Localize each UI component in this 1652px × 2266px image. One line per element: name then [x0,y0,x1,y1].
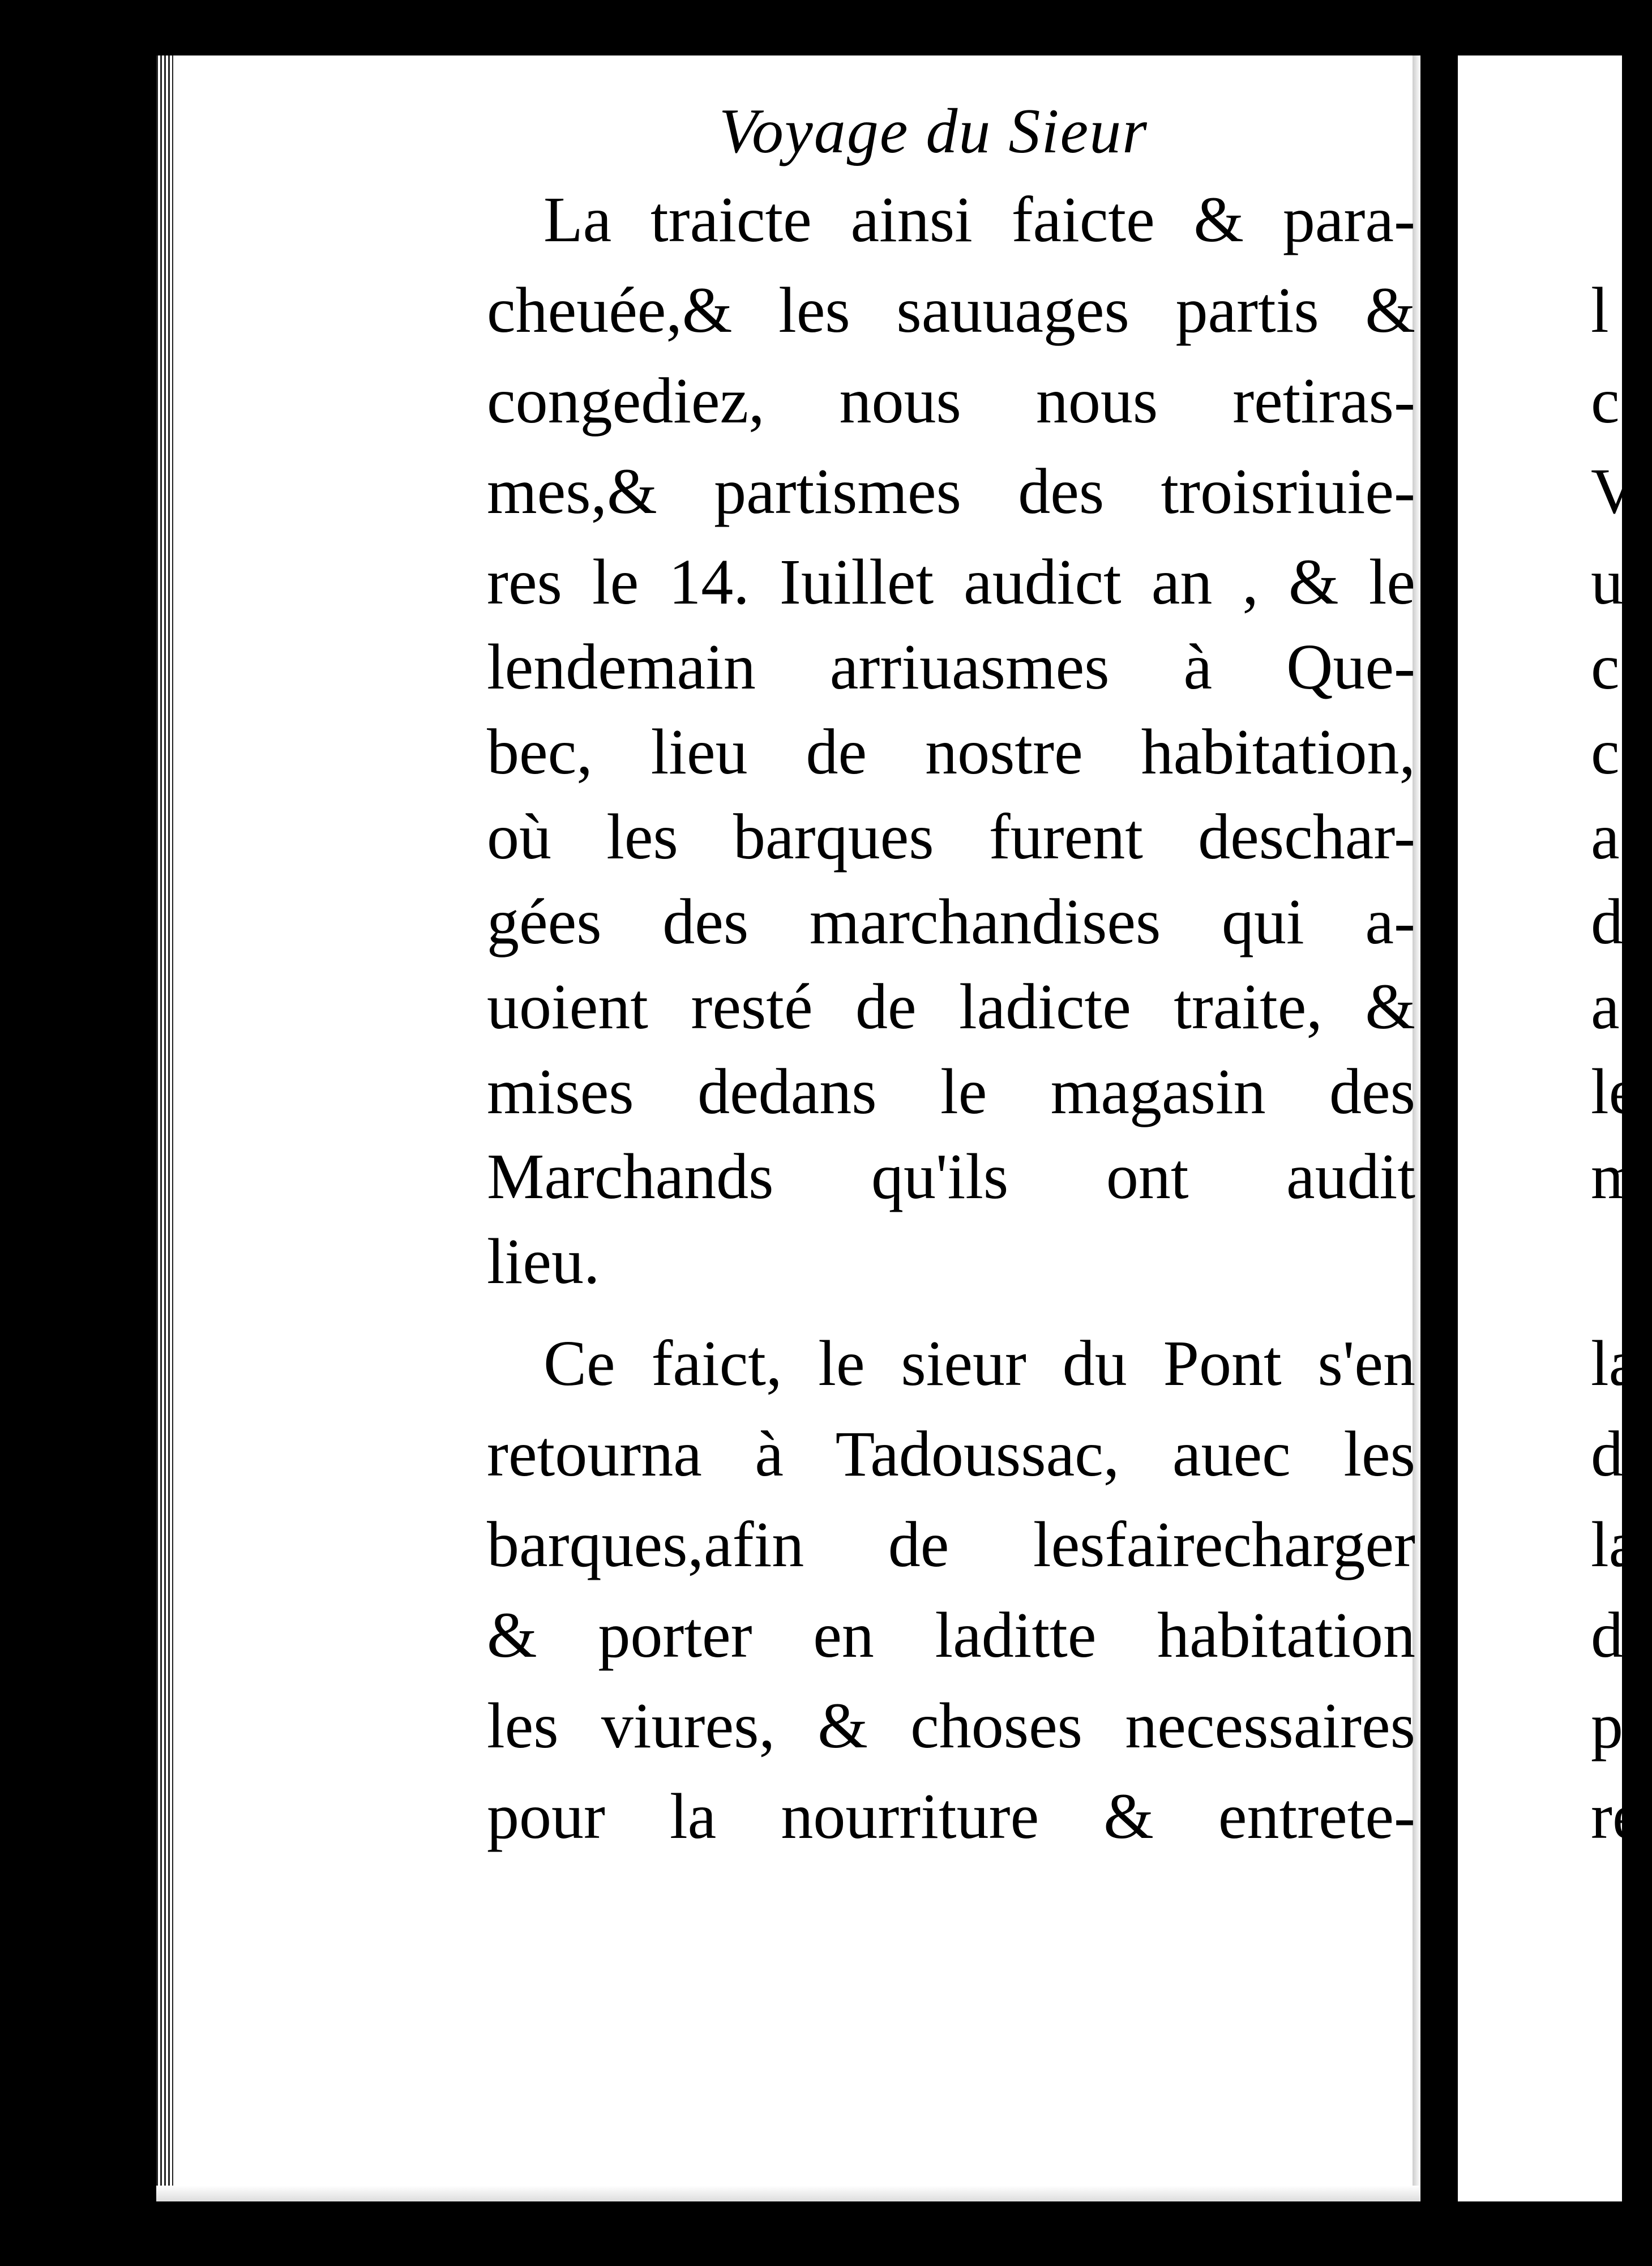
text-line: pour la nourriture & entrete- [487,1780,1415,1852]
right-page-fragment: a [1591,801,1620,873]
text-line: les viures, & choses necessaires [487,1690,1415,1762]
binding-gutter [156,55,173,2201]
right-page-fragment: re [1591,1780,1641,1852]
right-page-fragment: c [1591,365,1620,437]
right-page-fragment: pe [1591,1690,1652,1762]
text-line: res le 14. Iuillet audict an , & le [487,546,1415,618]
text-line: lendemain arriuasmes à Que- [487,631,1415,703]
text-line: cheuée,& les sauuages partis & [487,274,1415,346]
text-line: retourna à Tadoussac, auec les [487,1418,1415,1490]
right-page-fragment: de [1591,1418,1652,1490]
text-line: & porter en laditte habitation [487,1599,1415,1671]
text-line: où les barques furent deschar- [487,801,1415,873]
text-line: lieu. [487,1225,600,1297]
text-line: mises dedans le magasin des [487,1055,1415,1127]
right-page-fragment: u [1591,546,1623,618]
right-page-fragment: a [1591,970,1620,1042]
text-line: bec, lieu de nostre habitation, [487,716,1415,788]
running-head: Voyage du Sieur [719,96,1148,166]
text-line: barques,afin de lesfairecharger [487,1508,1415,1580]
text-line: congediez, nous nous retiras- [487,365,1415,437]
right-page-fragment: l [1591,274,1609,346]
right-page-fragment: c [1591,631,1620,703]
right-page-fragment: la [1591,1327,1638,1399]
right-page-fragment: d [1591,886,1623,957]
text-line: mes,& partismes des troisriuie- [487,455,1415,527]
text-line: gées des marchandises qui a- [487,886,1415,957]
text-line: Marchands qu'ils ont audit [487,1140,1415,1212]
right-page-fragment: V [1591,455,1638,527]
right-page-fragment: c [1591,716,1620,788]
page-bottom-edge [156,2186,1420,2201]
right-page-fragment: le [1591,1055,1638,1127]
right-page-fragment: m [1591,1140,1641,1212]
text-line: La traicte ainsi faicte & para- [543,183,1415,255]
right-page-fragment: la [1591,1508,1638,1580]
text-line: uoient resté de ladicte traite, & [487,970,1415,1042]
right-page-fragment: de [1591,1599,1652,1671]
text-line: Ce faict, le sieur du Pont s'en [543,1327,1415,1399]
